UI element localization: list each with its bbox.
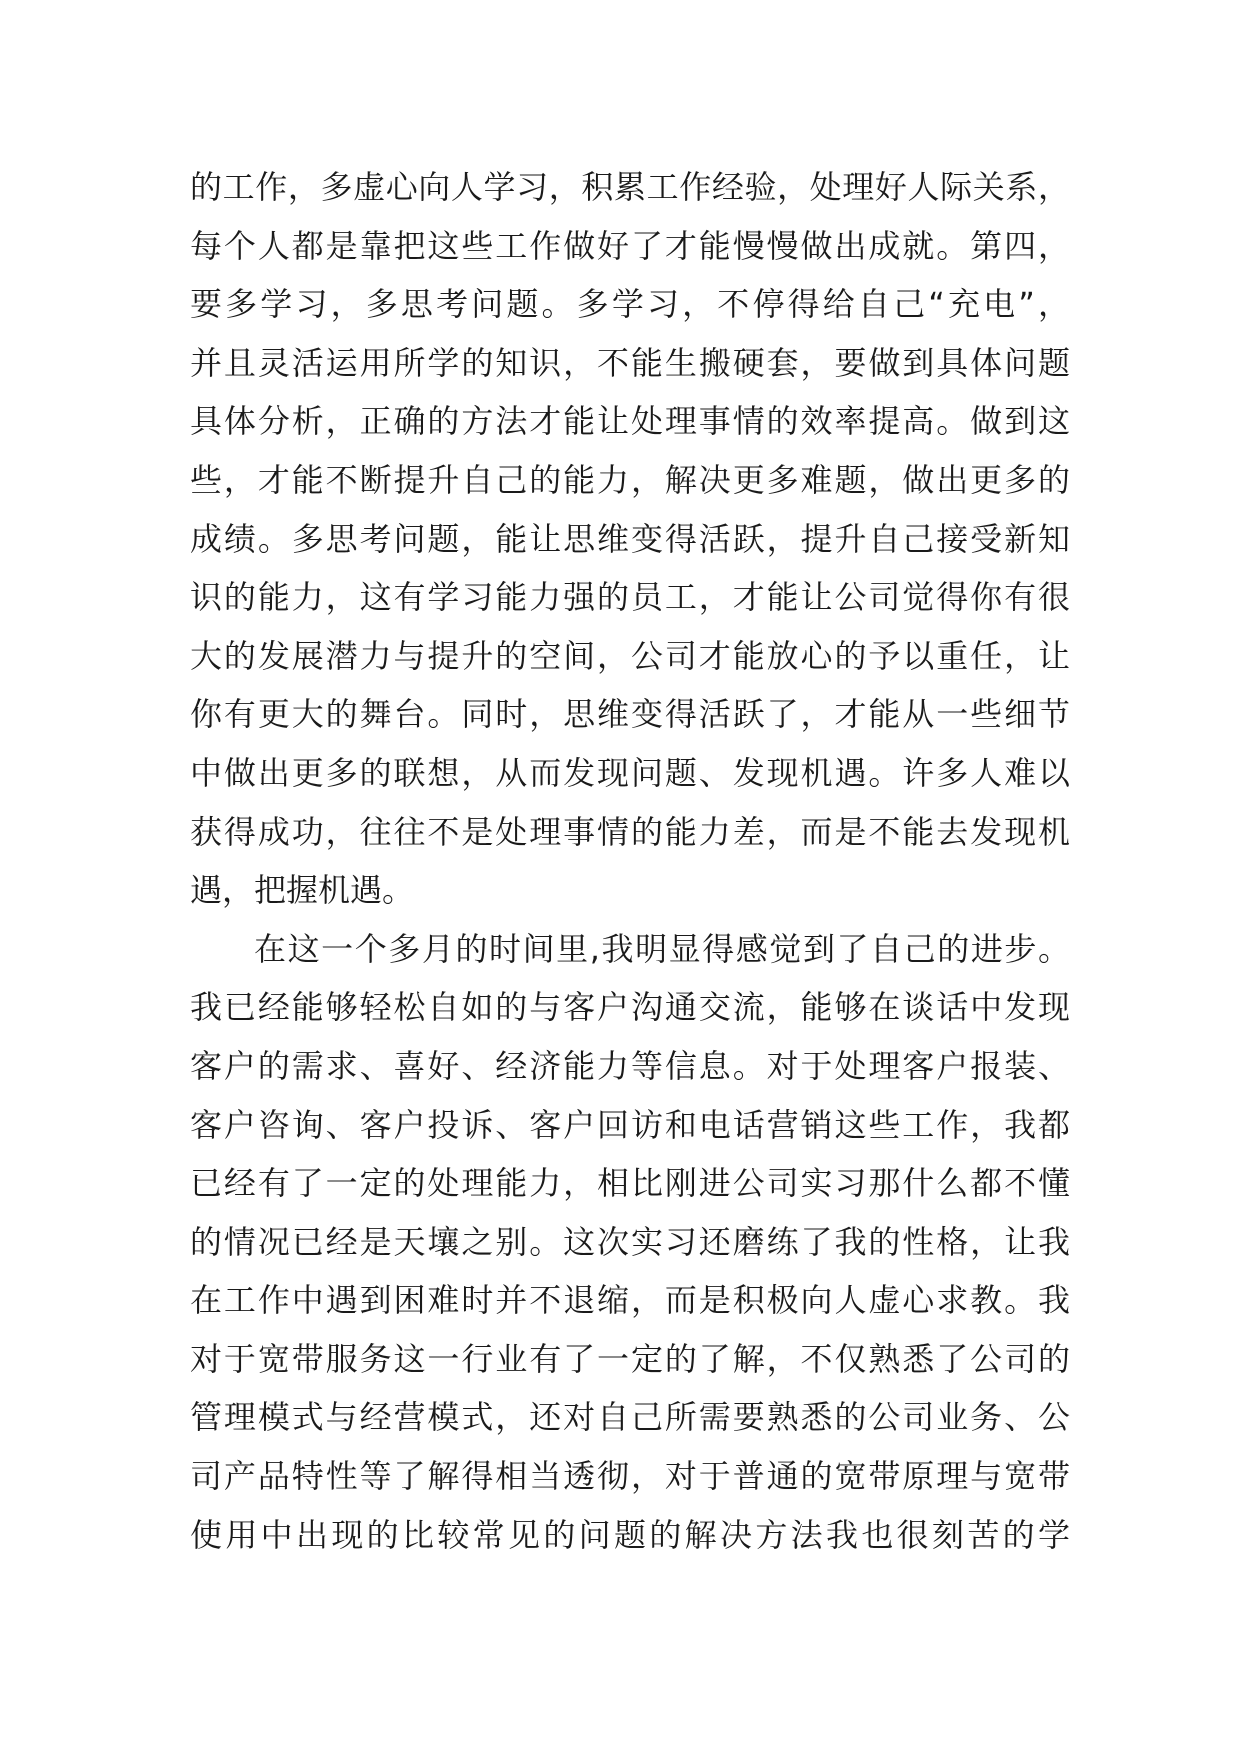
text-line: 成绩。多思考问题，能让思维变得活跃，提升自己接受新知	[190, 519, 1070, 558]
text-line: 客户的需求、喜好、经济能力等信息。对于处理客户报装、	[190, 1046, 1070, 1085]
text-line: 并且灵活运用所学的知识，不能生搬硬套，要做到具体问题	[190, 343, 1070, 382]
text-line: 已经有了一定的处理能力，相比刚进公司实习那什么都不懂	[190, 1164, 1070, 1203]
text-line: 我已经能够轻松自如的与客户沟通交流，能够在谈话中发现	[190, 988, 1070, 1027]
text-line: 些，才能不断提升自己的能力，解决更多难题，做出更多的	[190, 460, 1070, 499]
text-line: 中做出更多的联想，从而发现问题、发现机遇。许多人难以	[190, 753, 1070, 792]
text-line: 对于宽带服务这一行业有了一定的了解，不仅熟悉了公司的	[190, 1339, 1070, 1378]
text-line: 管理模式与经营模式，还对自己所需要熟悉的公司业务、公	[190, 1398, 1070, 1437]
text-line: 的情况已经是天壤之别。这次实习还磨练了我的性格，让我	[190, 1222, 1070, 1261]
paragraph-end-line: 遇，把握机遇。	[190, 871, 415, 910]
text-line: 在工作中遇到困难时并不退缩，而是积极向人虚心求教。我	[190, 1281, 1070, 1320]
text-line: 每个人都是靠把这些工作做好了才能慢慢做出成就。第四，	[190, 226, 1070, 265]
text-line: 要多学习，多思考问题。多学习，不停得给自己“充电”，	[190, 285, 1070, 324]
paragraph-start-line: 在这一个多月的时间里,我明显得感觉到了自己的进步。	[254, 929, 1070, 968]
text-line: 司产品特性等了解得相当透彻，对于普通的宽带原理与宽带	[190, 1457, 1070, 1496]
text-line: 的工作，多虚心向人学习，积累工作经验，处理好人际关系，	[190, 168, 1070, 206]
text-line: 识的能力，这有学习能力强的员工，才能让公司觉得你有很	[190, 578, 1070, 617]
text-line: 大的发展潜力与提升的空间，公司才能放心的予以重任，让	[190, 636, 1070, 675]
text-line: 获得成功，往往不是处理事情的能力差，而是不能去发现机	[190, 812, 1070, 851]
text-line: 你有更大的舞台。同时，思维变得活跃了，才能从一些细节	[190, 695, 1070, 734]
text-line: 具体分析，正确的方法才能让处理事情的效率提高。做到这	[190, 402, 1070, 441]
text-line: 客户咨询、客户投诉、客户回访和电话营销这些工作，我都	[190, 1105, 1070, 1144]
body-text	[190, 158, 1070, 1564]
text-line: 使用中出现的比较常见的问题的解决方法我也很刻苦的学	[190, 1515, 1070, 1554]
